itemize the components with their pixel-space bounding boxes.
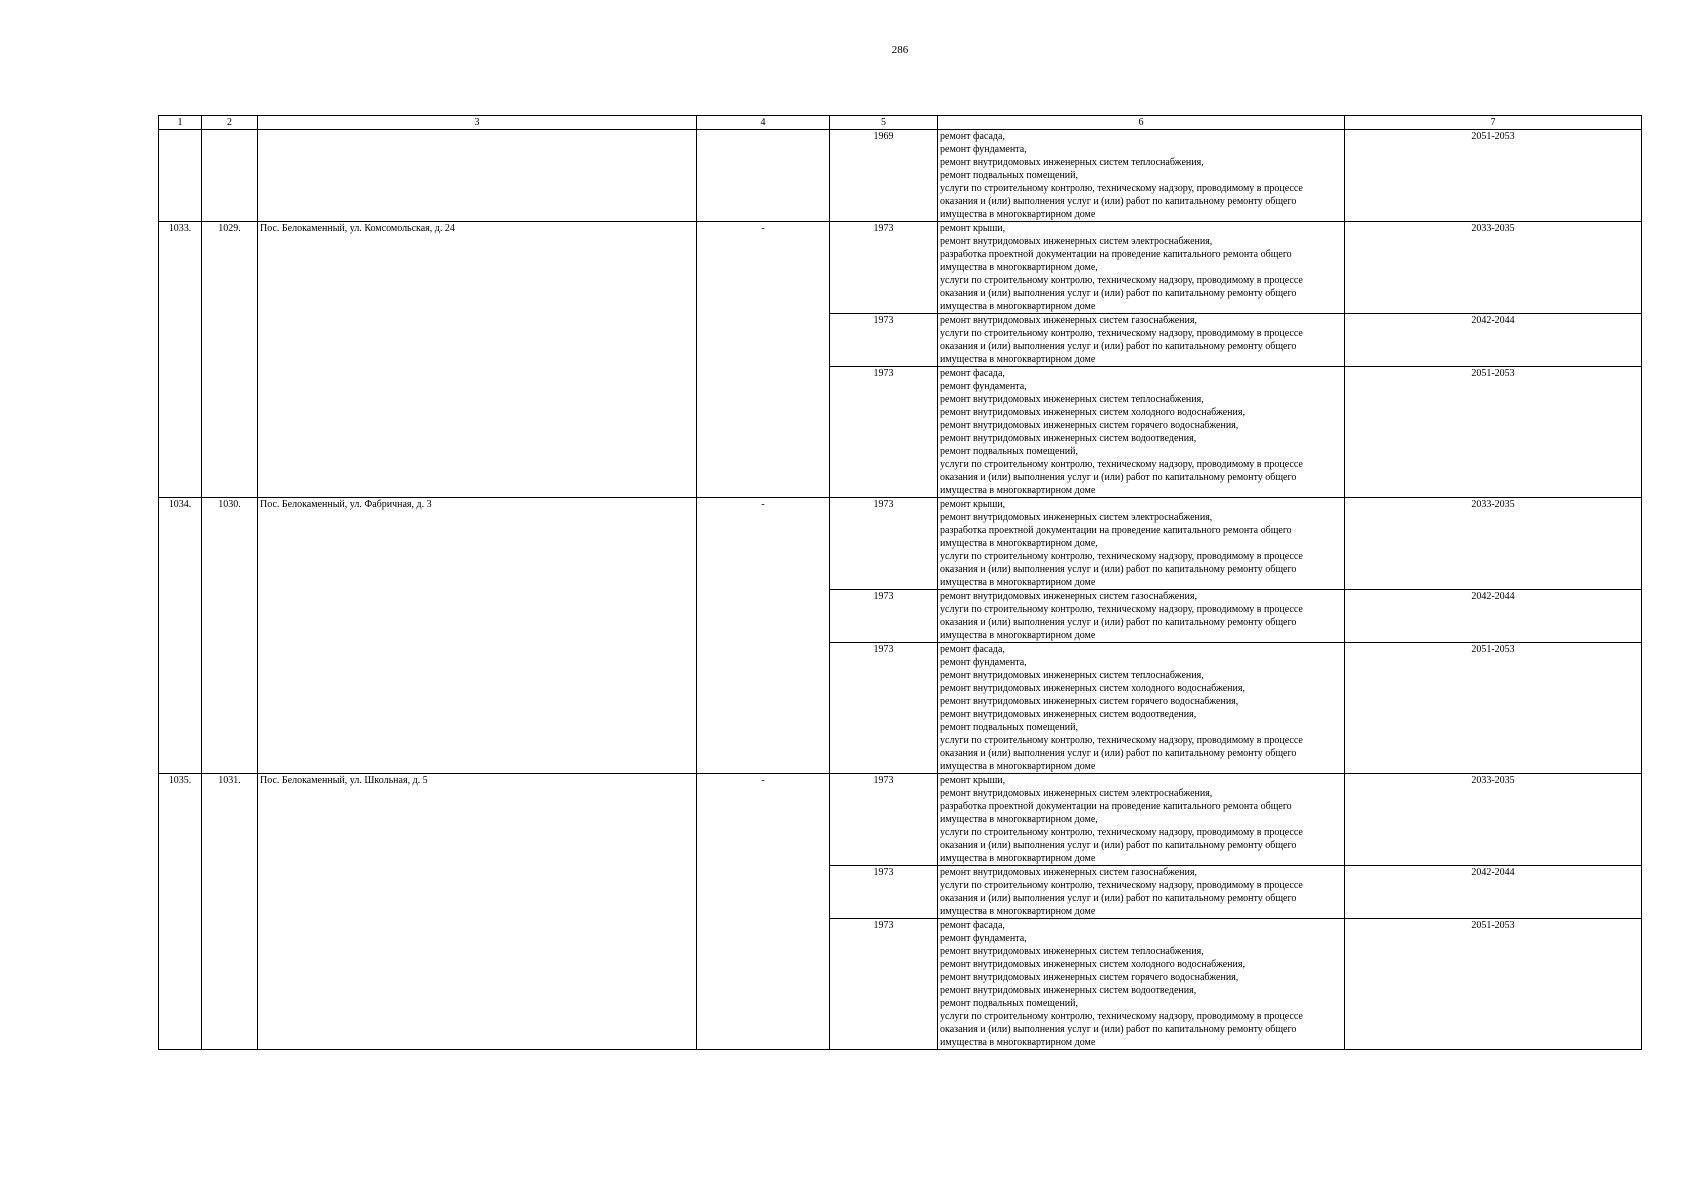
stage-year: 1973: [830, 314, 938, 367]
stage-year: 1973: [830, 498, 938, 590]
work-line: ремонт внутридомовых инженерных систем газоснабжения,: [940, 315, 1197, 326]
stage-period: 2051-2053: [1345, 643, 1642, 774]
work-line: ремонт внутридомовых инженерных систем водоотведения,: [940, 433, 1197, 444]
stage-period: 2033-2035: [1345, 222, 1642, 314]
work-line: оказания и (или) выполнения услуг и (или) работ по капитальному ремонту общего: [940, 840, 1297, 851]
table-body: [159, 130, 1642, 1050]
work-line: имущества в многоквартирном доме: [940, 761, 1096, 772]
record-col4: -: [697, 222, 830, 498]
stage-period: 2051-2053: [1345, 919, 1642, 1050]
work-line: оказания и (или) выполнения услуг и (или) работ по капитальному ремонту общего: [940, 893, 1297, 904]
table-row: [159, 222, 1642, 314]
stage-works: [938, 774, 1345, 866]
work-line: ремонт внутридомовых инженерных систем водоотведения,: [940, 985, 1197, 996]
work-line: ремонт внутридомовых инженерных систем холодного водоснабжения,: [940, 683, 1245, 694]
continuation-col4-cell: [697, 130, 830, 222]
work-line: услуги по строительному контролю, техническому надзору, проводимому в процессе: [940, 735, 1303, 746]
work-line: услуги по строительному контролю, техническому надзору, проводимому в процессе: [940, 275, 1303, 286]
work-line: оказания и (или) выполнения услуг и (или) работ по капитальному ремонту общего: [940, 1024, 1297, 1035]
column-header-5: 5: [830, 116, 938, 130]
record-col4: -: [697, 774, 830, 1050]
work-line: имущества в многоквартирном доме: [940, 301, 1096, 312]
table-row: [159, 774, 1642, 866]
work-line: разработка проектной документации на проведение капитального ремонта общего: [940, 249, 1292, 260]
column-header-7: 7: [1345, 116, 1642, 130]
work-line: имущества в многоквартирном доме: [940, 354, 1096, 365]
work-line: оказания и (или) выполнения услуг и (или) работ по капитальному ремонту общего: [940, 564, 1297, 575]
work-line: имущества в многоквартирном доме: [940, 209, 1096, 220]
stage-year: 1973: [830, 919, 938, 1050]
column-header-3: 3: [258, 116, 697, 130]
record-address: Пос. Белокаменный, ул. Школьная, д. 5: [258, 774, 697, 1050]
work-line: имущества в многоквартирном доме,: [940, 262, 1098, 273]
work-line: услуги по строительному контролю, техническому надзору, проводимому в процессе: [940, 880, 1303, 891]
work-line: оказания и (или) выполнения услуг и (или) работ по капитальному ремонту общего: [940, 196, 1297, 207]
record-number: 1034.: [159, 498, 202, 774]
work-line: разработка проектной документации на проведение капитального ремонта общего: [940, 525, 1292, 536]
continuation-num-cell: [159, 130, 202, 222]
work-line: ремонт внутридомовых инженерных систем холодного водоснабжения,: [940, 959, 1245, 970]
work-line: услуги по строительному контролю, техническому надзору, проводимому в процессе: [940, 604, 1303, 615]
work-line: имущества в многоквартирном доме: [940, 485, 1096, 496]
work-line: услуги по строительному контролю, техническому надзору, проводимому в процессе: [940, 1011, 1303, 1022]
stage-year: 1973: [830, 774, 938, 866]
work-line: услуги по строительному контролю, техническому надзору, проводимому в процессе: [940, 827, 1303, 838]
table-row: [159, 498, 1642, 590]
continuation-row: [159, 130, 1642, 222]
work-line: ремонт внутридомовых инженерных систем электроснабжения,: [940, 512, 1213, 523]
stage-year: 1973: [830, 367, 938, 498]
stage-works: [938, 314, 1345, 367]
repair-schedule-table: [158, 115, 1642, 1050]
column-header-1: 1: [159, 116, 202, 130]
work-line: оказания и (или) выполнения услуг и (или) работ по капитальному ремонту общего: [940, 288, 1297, 299]
stage-period: 2051-2053: [1345, 367, 1642, 498]
work-line: ремонт фундамента,: [940, 657, 1027, 668]
work-line: оказания и (или) выполнения услуг и (или) работ по капитальному ремонту общего: [940, 617, 1297, 628]
work-line: ремонт крыши,: [940, 775, 1006, 786]
work-line: ремонт внутридомовых инженерных систем горячего водоснабжения,: [940, 420, 1239, 431]
work-line: ремонт подвальных помещений,: [940, 446, 1078, 457]
record-number: 1033.: [159, 222, 202, 498]
work-line: ремонт внутридомовых инженерных систем горячего водоснабжения,: [940, 972, 1239, 983]
column-header-4: 4: [697, 116, 830, 130]
continuation-code-cell: [202, 130, 258, 222]
continuation-year: 1969: [830, 130, 938, 222]
work-line: имущества в многоквартирном доме: [940, 630, 1096, 641]
stage-period: 2033-2035: [1345, 774, 1642, 866]
record-number: 1035.: [159, 774, 202, 1050]
work-line: ремонт крыши,: [940, 223, 1006, 234]
record-address: Пос. Белокаменный, ул. Фабричная, д. 3: [258, 498, 697, 774]
stage-period: 2042-2044: [1345, 314, 1642, 367]
work-line: ремонт фасада,: [940, 368, 1005, 379]
work-line: ремонт внутридомовых инженерных систем горячего водоснабжения,: [940, 696, 1239, 707]
stage-period: 2042-2044: [1345, 866, 1642, 919]
work-line: оказания и (или) выполнения услуг и (или) работ по капитальному ремонту общего: [940, 472, 1297, 483]
stage-works: [938, 919, 1345, 1050]
stage-works: [938, 866, 1345, 919]
work-line: имущества в многоквартирном доме: [940, 853, 1096, 864]
record-code: 1031.: [202, 774, 258, 1050]
work-line: разработка проектной документации на проведение капитального ремонта общего: [940, 801, 1292, 812]
work-line: ремонт фундамента,: [940, 933, 1027, 944]
work-line: имущества в многоквартирном доме: [940, 577, 1096, 588]
work-line: имущества в многоквартирном доме: [940, 1037, 1096, 1048]
column-header-2: 2: [202, 116, 258, 130]
work-line: имущества в многоквартирном доме,: [940, 538, 1098, 549]
work-line: услуги по строительному контролю, техническому надзору, проводимому в процессе: [940, 459, 1303, 470]
stage-works: [938, 498, 1345, 590]
work-line: оказания и (или) выполнения услуг и (или) работ по капитальному ремонту общего: [940, 341, 1297, 352]
work-line: ремонт фасада,: [940, 920, 1005, 931]
work-line: ремонт внутридомовых инженерных систем электроснабжения,: [940, 788, 1213, 799]
record-code: 1029.: [202, 222, 258, 498]
stage-works: [938, 643, 1345, 774]
work-line: ремонт внутридомовых инженерных систем электроснабжения,: [940, 236, 1213, 247]
work-line: услуги по строительному контролю, техническому надзору, проводимому в процессе: [940, 328, 1303, 339]
work-line: услуги по строительному контролю, техническому надзору, проводимому в процессе: [940, 551, 1303, 562]
work-line: имущества в многоквартирном доме: [940, 906, 1096, 917]
work-line: ремонт внутридомовых инженерных систем теплоснабжения,: [940, 946, 1204, 957]
page-number: 286: [891, 44, 909, 56]
work-line: ремонт внутридомовых инженерных систем теплоснабжения,: [940, 394, 1204, 405]
stage-works: [938, 590, 1345, 643]
work-line: ремонт подвальных помещений,: [940, 170, 1078, 181]
stage-year: 1973: [830, 590, 938, 643]
stage-year: 1973: [830, 643, 938, 774]
work-line: ремонт фундамента,: [940, 381, 1027, 392]
work-line: имущества в многоквартирном доме,: [940, 814, 1098, 825]
work-line: оказания и (или) выполнения услуг и (или) работ по капитальному ремонту общего: [940, 748, 1297, 759]
work-line: ремонт фундамента,: [940, 144, 1027, 155]
stage-works: [938, 367, 1345, 498]
continuation-address-cell: [258, 130, 697, 222]
work-line: ремонт внутридомовых инженерных систем газоснабжения,: [940, 591, 1197, 602]
continuation-period: 2051-2053: [1345, 130, 1642, 222]
work-line: ремонт подвальных помещений,: [940, 722, 1078, 733]
work-line: ремонт фасада,: [940, 131, 1005, 142]
work-line: ремонт внутридомовых инженерных систем газоснабжения,: [940, 867, 1197, 878]
stage-year: 1973: [830, 866, 938, 919]
stage-year: 1973: [830, 222, 938, 314]
record-address: Пос. Белокаменный, ул. Комсомольская, д. 24: [258, 222, 697, 498]
continuation-works: [938, 130, 1345, 222]
work-line: ремонт внутридомовых инженерных систем холодного водоснабжения,: [940, 407, 1245, 418]
work-line: услуги по строительному контролю, техническому надзору, проводимому в процессе: [940, 183, 1303, 194]
work-line: ремонт внутридомовых инженерных систем теплоснабжения,: [940, 157, 1204, 168]
work-line: ремонт подвальных помещений,: [940, 998, 1078, 1009]
work-line: ремонт внутридомовых инженерных систем теплоснабжения,: [940, 670, 1204, 681]
header-row: [159, 116, 1642, 130]
stage-works: [938, 222, 1345, 314]
work-line: ремонт внутридомовых инженерных систем водоотведения,: [940, 709, 1197, 720]
record-col4: -: [697, 498, 830, 774]
record-code: 1030.: [202, 498, 258, 774]
work-line: ремонт фасада,: [940, 644, 1005, 655]
stage-period: 2042-2044: [1345, 590, 1642, 643]
work-line: ремонт крыши,: [940, 499, 1006, 510]
stage-period: 2033-2035: [1345, 498, 1642, 590]
column-header-6: 6: [938, 116, 1345, 130]
